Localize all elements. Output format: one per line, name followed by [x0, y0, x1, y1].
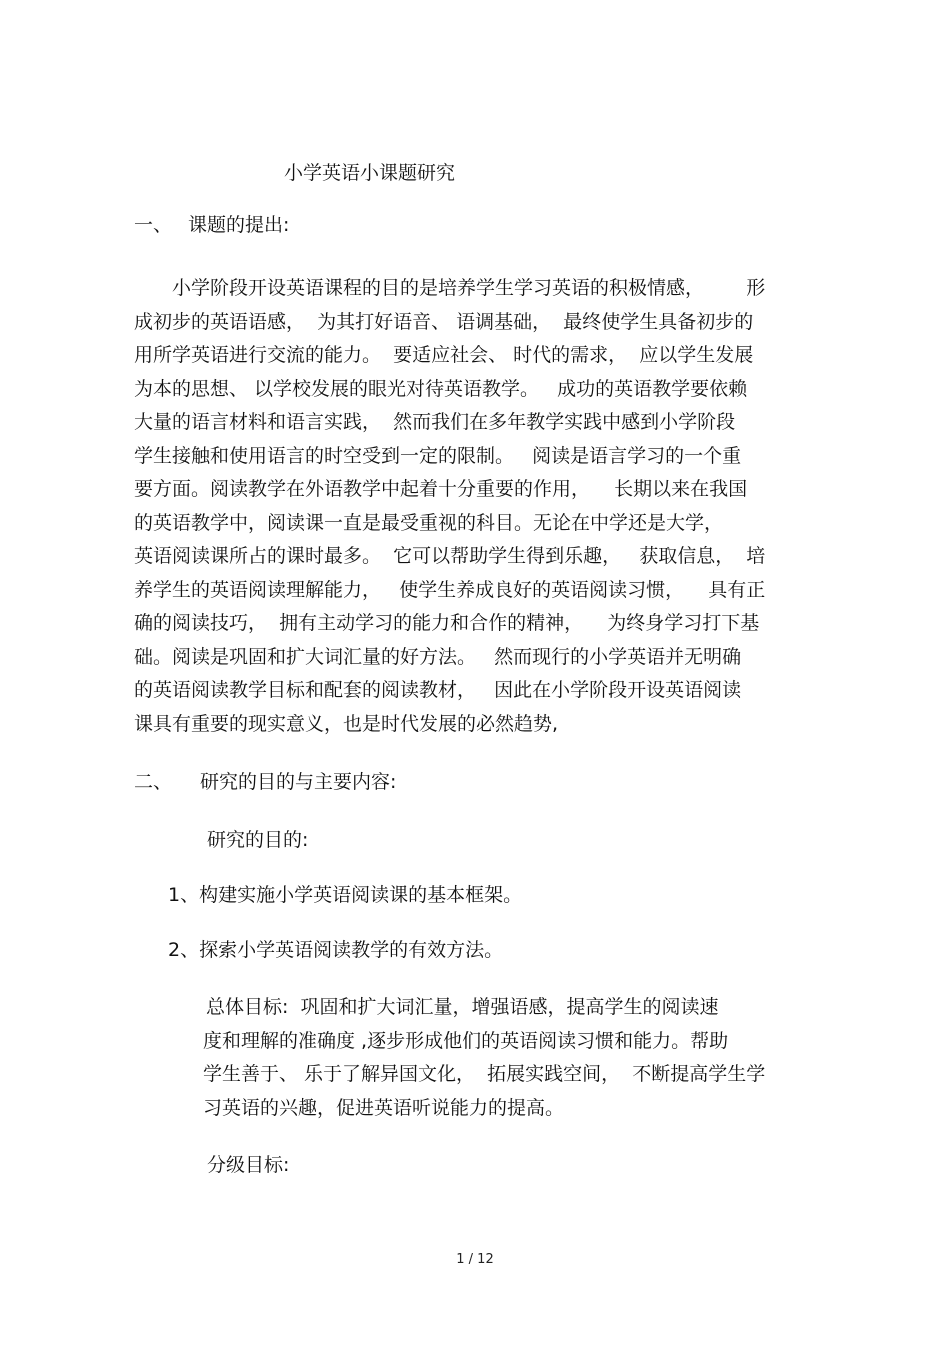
- paragraph-line: 学生接触和使用语言的时空受到一定的限制。 阅读是语言学习的一个重: [134, 444, 742, 467]
- section-2-number: 二、: [134, 771, 173, 793]
- section-1-heading: [134, 212, 290, 238]
- paragraph-line: 要方面。阅读教学在外语教学中起着十分重要的作用， 长期以来在我国: [134, 478, 748, 500]
- section-1-title: 课题的提出:: [188, 214, 290, 236]
- purpose-label: 研究的目的:: [207, 829, 309, 851]
- paragraph-line: 养学生的英语阅读理解能力， 使学生养成良好的英语阅读习惯， 具有正: [134, 578, 766, 601]
- paragraph-line: 为本的思想、 以学校发展的眼光对待英语教学。 成功的英语教学要依赖: [134, 377, 748, 400]
- document-title: 小学英语小课题研究: [284, 162, 456, 184]
- paragraph-line: 小学阶段开设英语课程的目的是培养学生学习英语的积极情感， 形: [172, 277, 766, 299]
- paragraph-line: 课具有重要的现实意义，也是时代发展的必然趋势,: [134, 712, 559, 735]
- paragraph-line: 用所学英语进行交流的能力。 要适应社会、 时代的需求， 应以学生发展: [134, 344, 754, 366]
- paragraph-line: 度和理解的准确度 ,逐步形成他们的英语阅读习惯和能力。帮助: [203, 1029, 729, 1052]
- paragraph-line: 确的阅读技巧， 拥有主动学习的能力和合作的精神， 为终身学习打下基: [134, 612, 760, 634]
- paragraph-line: 的英语教学中，阅读课一直是最受重视的科目。无论在中学还是大学，: [134, 511, 724, 534]
- paragraph-line: 英语阅读课所占的课时最多。 它可以帮助学生得到乐趣， 获取信息， 培: [134, 545, 766, 567]
- graded-goal-label: 分级目标:: [207, 1154, 290, 1176]
- list-item: 2、探索小学英语阅读教学的有效方法。: [168, 939, 504, 961]
- paragraph-line: 成初步的英语语感， 为其打好语音、 语调基础， 最终使学生具备初步的: [134, 310, 754, 333]
- paragraph-line: 的英语阅读教学目标和配套的阅读教材， 因此在小学阶段开设英语阅读: [134, 679, 742, 701]
- section-2-title: 研究的目的与主要内容:: [200, 771, 397, 793]
- paragraph-line: 学生善于、 乐于了解异国文化， 拓展实践空间， 不断提高学生学: [203, 1063, 766, 1085]
- paragraph-line: 大量的语言材料和语言实践， 然而我们在多年教学实践中感到小学阶段: [134, 411, 736, 433]
- paragraph-line: 础。阅读是巩固和扩大词汇量的好方法。 然而现行的小学英语并无明确: [134, 645, 742, 668]
- section-1-number: 一、: [134, 214, 173, 236]
- paragraph-line: 总体目标: 巩固和扩大词汇量，增强语感，提高学生的阅读速: [206, 996, 719, 1018]
- paragraph-line: 习英语的兴趣，促进英语听说能力的提高。: [203, 1096, 565, 1119]
- overall-goal-paragraph: [203, 991, 823, 1125]
- page-number: 1 / 12: [456, 1252, 494, 1267]
- list-item: 1、构建实施小学英语阅读课的基本框架。: [168, 884, 523, 906]
- section-1-paragraph: [134, 272, 824, 741]
- section-2-heading: [134, 769, 397, 795]
